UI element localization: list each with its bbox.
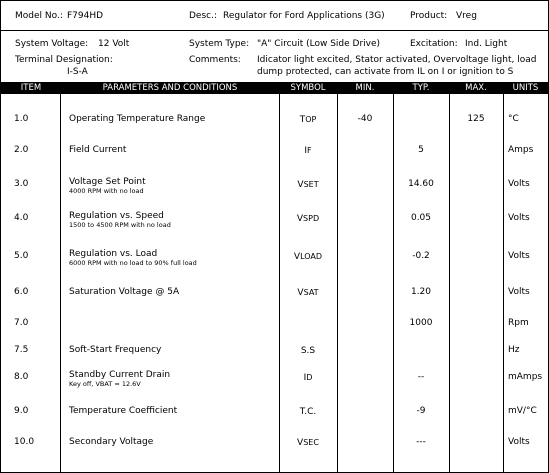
row-symbol: VSEC [297, 438, 319, 448]
col-divider [503, 82, 504, 472]
col-units: UNITS [512, 83, 539, 93]
row-typ: -9 [416, 406, 426, 416]
row-typ: 0.05 [410, 213, 432, 223]
row-symbol: T.C. [299, 407, 317, 417]
terminal-value: I-S-A [67, 67, 88, 77]
row-symbol: VSET [297, 180, 319, 190]
row-parameter: Secondary Voltage [69, 437, 154, 447]
row-symbol: ID [303, 373, 313, 383]
system-voltage-value: 12 Volt [98, 39, 130, 49]
row-symbol: VSAT [297, 288, 319, 298]
row-parameter: Regulation vs. Load [69, 249, 158, 259]
row-parameter: Soft-Start Frequency [69, 345, 162, 355]
row-parameter: Standby Current Drain [69, 370, 171, 380]
row-parameter: Temperature Coefficient [69, 406, 178, 416]
row-condition: 1500 to 4500 RPM with no load [69, 221, 171, 229]
row-item-number: 10.0 [14, 437, 35, 447]
row-item-number: 8.0 [14, 372, 29, 382]
col-divider [449, 82, 450, 472]
col-min: MIN. [355, 83, 375, 93]
row-item-number: 6.0 [14, 287, 29, 297]
system-type-value: "A" Circuit (Low Side Drive) [257, 39, 381, 49]
row-units: Volts [508, 287, 530, 297]
row-units: Hz [508, 345, 520, 355]
row-typ: -0.2 [412, 251, 430, 261]
row-units: °C [508, 114, 519, 124]
row-condition: Key off, VBAT = 12.6V [69, 380, 141, 388]
header-divider [1, 30, 548, 31]
system-voltage-label: System Voltage: [15, 39, 89, 49]
row-typ: 1.20 [410, 287, 432, 297]
row-item-number: 7.0 [14, 318, 29, 328]
row-condition: 4000 RPM with no load [69, 187, 144, 195]
system-type-label: System Type: [189, 39, 250, 49]
desc-value: Regulator for Ford Applications (3G) [223, 11, 385, 21]
row-item-number: 3.0 [14, 179, 29, 189]
col-item: ITEM [20, 83, 42, 93]
row-typ: 5 [418, 145, 424, 155]
row-symbol: VLOAD [293, 252, 323, 262]
row-symbol: S.S [300, 346, 316, 356]
col-max: MAX. [465, 83, 487, 93]
comments-label: Comments: [189, 55, 241, 65]
col-divider [60, 82, 61, 472]
excitation-value: Ind. Light [465, 39, 508, 49]
row-units: Amps [508, 145, 534, 155]
row-typ: 14.60 [408, 179, 434, 189]
row-units: mAmps [508, 372, 543, 382]
row-parameter: Operating Temperature Range [69, 114, 206, 124]
col-typ: TYP. [412, 83, 430, 93]
row-units: Volts [508, 437, 530, 447]
model-value: F794HD [67, 11, 104, 21]
comments-line2: dump protected, can activate from IL on I or ignition to S [257, 67, 514, 77]
row-symbol: VSPD [296, 214, 320, 224]
row-typ: --- [416, 437, 426, 447]
row-symbol: TOP [299, 115, 317, 125]
row-item-number: 1.0 [14, 114, 29, 124]
row-parameter: Field Current [69, 145, 127, 155]
row-units: mV/°C [508, 406, 537, 416]
col-divider [337, 82, 338, 472]
comments-line1: Idicator light excited, Stator activated, Overvoltage light, load [257, 55, 537, 65]
row-units: Volts [508, 179, 530, 189]
excitation-label: Excitation: [410, 39, 458, 49]
row-parameter: Voltage Set Point [69, 177, 146, 187]
row-units: Rpm [508, 318, 529, 328]
terminal-label: Terminal Designation: [15, 55, 113, 65]
row-parameter: Regulation vs. Speed [69, 211, 164, 221]
row-typ: 1000 [409, 318, 433, 328]
row-item-number: 5.0 [14, 251, 29, 261]
row-item-number: 2.0 [14, 145, 29, 155]
product-value: Vreg [456, 11, 477, 21]
row-symbol: IF [304, 146, 312, 156]
desc-label: Desc.: [189, 11, 217, 21]
row-min: -40 [357, 114, 373, 124]
row-item-number: 7.5 [14, 345, 29, 355]
row-item-number: 9.0 [14, 406, 29, 416]
model-label: Model No.: [15, 11, 63, 21]
col-params: PARAMETERS AND CONDITIONS [102, 83, 238, 93]
row-units: Volts [508, 213, 530, 223]
row-max: 125 [467, 114, 485, 124]
row-condition: 6000 RPM with no load to 90% full load [69, 259, 197, 267]
row-typ: -- [417, 372, 425, 382]
row-units: Volts [508, 251, 530, 261]
row-item-number: 4.0 [14, 213, 29, 223]
col-symbol: SYMBOL [290, 83, 326, 93]
product-label: Product: [410, 11, 448, 21]
row-parameter: Saturation Voltage @ 5A [69, 287, 180, 297]
